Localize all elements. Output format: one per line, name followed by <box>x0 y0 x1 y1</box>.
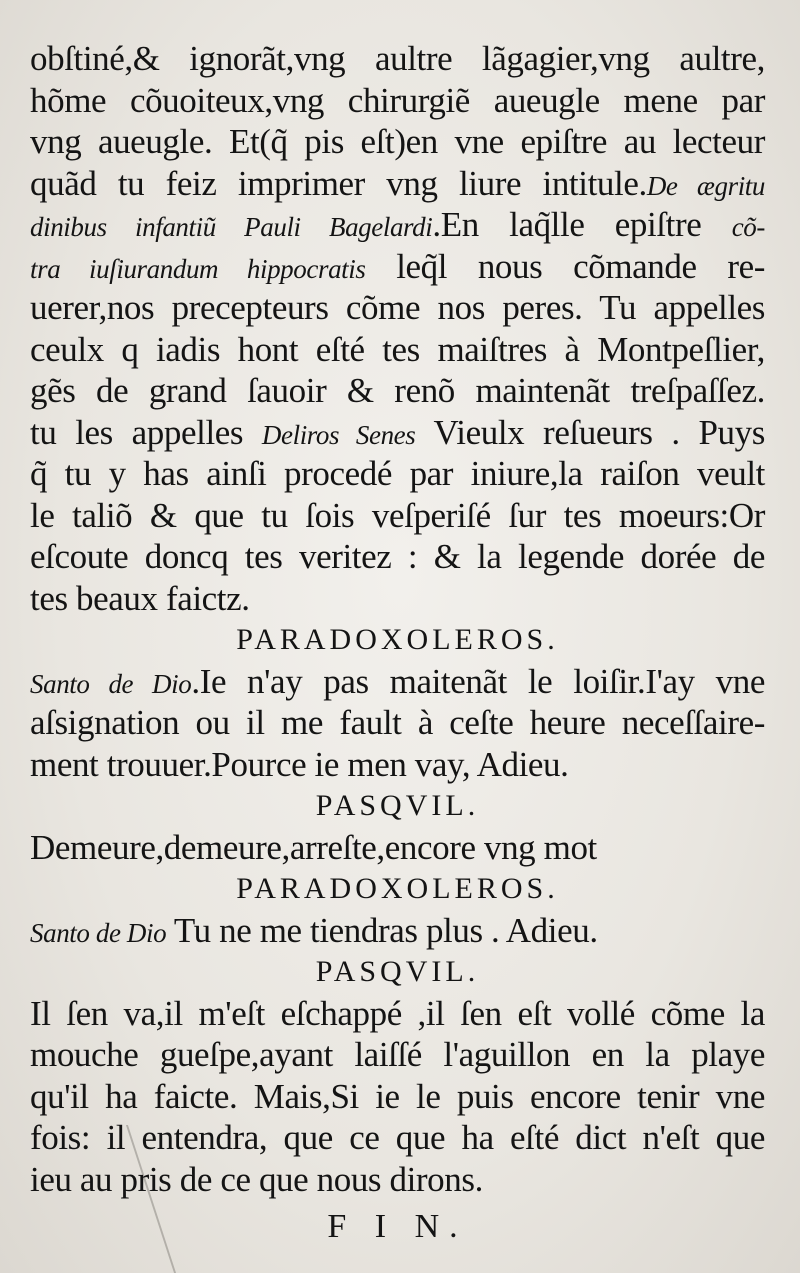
speaker-heading: PARADOXOLEROS. <box>236 872 559 905</box>
text-fragment: .En laq̃lle epiſtre <box>432 205 732 244</box>
text-fragment: leq̃l nous cõmande re- <box>365 246 765 286</box>
text-line <box>30 246 765 288</box>
italic-fragment: De ægritu <box>646 170 765 201</box>
text-line: ment trouuer.Pource ie men vay, Adieu. <box>30 744 569 784</box>
text-line: obſtiné,& ignorãt,vng aultre lãgagier,vng aultre, <box>30 39 765 78</box>
text-line: eſcoute doncq tes veritez : & la legende dorée de <box>30 537 765 576</box>
text-fragment: Tu ne me tiendras plus . Adieu. <box>166 910 598 950</box>
text-line: uerer,nos precepteurs cõme nos peres. Tu appelles <box>30 288 765 327</box>
text-fragment: .Ie n'ay pas maitenãt le loiſir.I'ay vne <box>191 661 765 701</box>
italic-fragment: Deliros Senes <box>261 419 416 450</box>
text-line: Il ſen va,il m'eſt eſchappé ,il ſen eſt vollé cõme la <box>30 993 765 1033</box>
text-line: hõme cõuoiteux,vng chirurgiẽ aueugle mene par <box>30 80 765 120</box>
text-line: ceulx q iadis hont eſté tes maiſtres à Montpeſlier, <box>30 329 765 369</box>
text-line <box>30 910 765 952</box>
text-line <box>30 204 765 246</box>
text-line <box>30 661 765 703</box>
page-text <box>30 38 765 1248</box>
text-line <box>30 412 765 454</box>
text-line: q̃ tu y has ainſi procedé par iniure,la raiſon veult <box>30 454 765 493</box>
italic-fragment: tra iuſiurandum hippocratis <box>30 253 366 284</box>
text-line <box>30 163 765 205</box>
speaker-heading: PASQVIL. <box>315 955 480 988</box>
text-line: ieu au pris de ce que nous dirons. <box>30 1159 483 1199</box>
speaker-name: Santo de Dio <box>30 668 192 699</box>
text-fragment: tu les appelles <box>30 412 262 452</box>
text-line: aſsignation ou il me fault à ceſte heure neceſſaire- <box>30 703 765 742</box>
text-line: mouche gueſpe,ayant laiſſé l'aguillon en la playe <box>30 1035 765 1074</box>
text-line: Demeure,demeure,arreſte,encore vng mot <box>30 827 597 867</box>
speaker-heading: PASQVIL. <box>315 789 480 822</box>
text-fragment: quãd tu feiz imprimer vng liure intitule. <box>30 163 647 203</box>
text-line: fois: il entendra, que ce que ha eſté dict n'eſt que <box>30 1118 765 1157</box>
text-line: vng aueugle. Et(q̃ pis eſt)en vne epiſtre au lecteur <box>30 122 765 161</box>
italic-fragment: cõ- <box>731 212 765 242</box>
fin-marker: F I N. <box>327 1208 468 1245</box>
text-line: gẽs de grand ſauoir & renõ maintenãt treſpaſſez. <box>30 371 765 410</box>
text-line: le taliõ & que tu ſois veſperiſé ſur tes moeurs:Or <box>30 495 765 535</box>
speaker-name: Santo de Dio <box>30 917 167 948</box>
text-line: qu'il ha faicte. Mais,Si ie le puis encore tenir vne <box>30 1076 765 1116</box>
text-line: tes beaux faictz. <box>30 578 250 618</box>
speaker-heading: PARADOXOLEROS. <box>236 623 559 656</box>
text-fragment: Vieulx reſueurs . Puys <box>415 412 765 452</box>
italic-fragment: dinibus infantiũ Pauli Bagelardi <box>30 212 433 242</box>
